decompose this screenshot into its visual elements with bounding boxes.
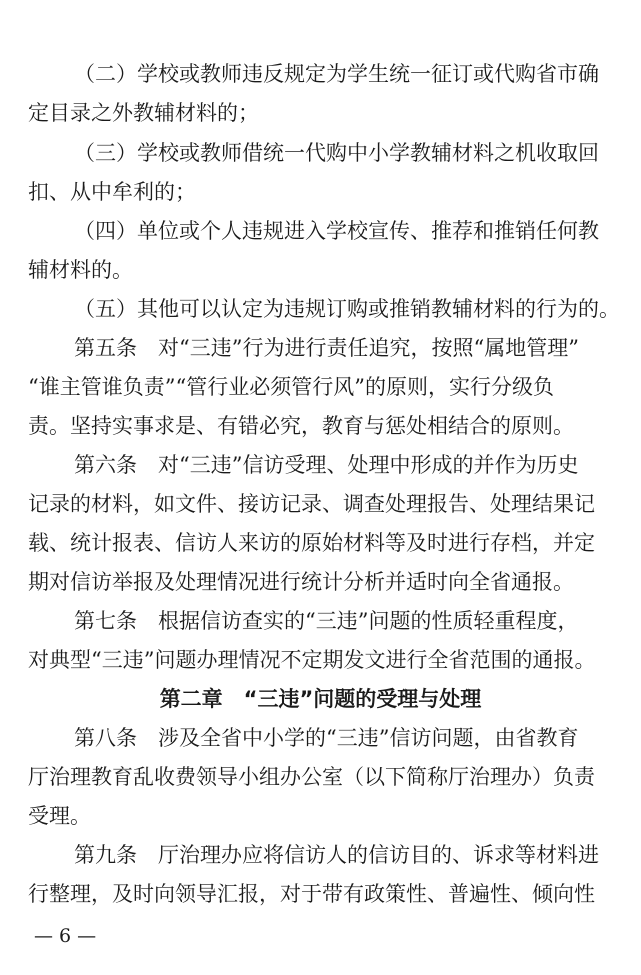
text-line: 定目录之外教辅材料的； [28, 101, 259, 125]
text-line: 辅材料的。 [28, 258, 133, 282]
text-line: 第六条 对“三违”信访受理、处理中形成的并作为历史 [74, 453, 579, 477]
text-line: （五）其他可以认定为违规订购或推销教辅材料的行为的。 [74, 297, 620, 321]
text-line: “谁主管谁负责”“管行业必须管行风”的原则，实行分级负 [28, 375, 554, 399]
text-line: 行整理，及时向领导汇报，对于带有政策性、普遍性、倾向性 [28, 882, 595, 906]
text-line: （三）学校或教师借统一代购中小学教辅材料之机收取回 [74, 141, 599, 165]
text-line: 第八条 涉及全省中小学的“三违”信访问题，由省教育 [74, 726, 579, 750]
page-number: — 6 — [34, 925, 97, 947]
text-line: 载、统计报表、信访人来访的原始材料等及时进行存档，并定 [28, 531, 595, 555]
text-line: 责。坚持实事求是、有错必究，教育与惩处相结合的原则。 [28, 414, 574, 438]
text-line: （二）学校或教师违反规定为学生统一征订或代购省市确 [74, 62, 599, 86]
text-line: 第七条 根据信访查实的“三违”问题的性质轻重程度， [74, 609, 579, 633]
text-line: 第九条 厅治理办应将信访人的信访目的、诉求等材料进 [74, 843, 599, 867]
text-line: 厅治理教育乱收费领导小组办公室（以下简称厅治理办）负责 [28, 765, 595, 789]
text-line: 对典型“三违”问题办理情况不定期发文进行全省范围的通报。 [28, 648, 596, 672]
text-line: 记录的材料，如文件、接访记录、调查处理报告、处理结果记 [28, 492, 595, 516]
text-line: 受理。 [28, 804, 91, 828]
text-line: （四）单位或个人违规进入学校宣传、推荐和推销任何教 [74, 219, 599, 243]
chapter-heading: 第二章 “三违”问题的受理与处理 [159, 687, 482, 711]
text-line: 第五条 对“三违”行为进行责任追究，按照“属地管理” [74, 336, 579, 360]
text-line: 期对信访举报及处理情况进行统计分析并适时向全省通报。 [28, 570, 574, 594]
text-line: 扣、从中牟利的； [28, 180, 196, 204]
